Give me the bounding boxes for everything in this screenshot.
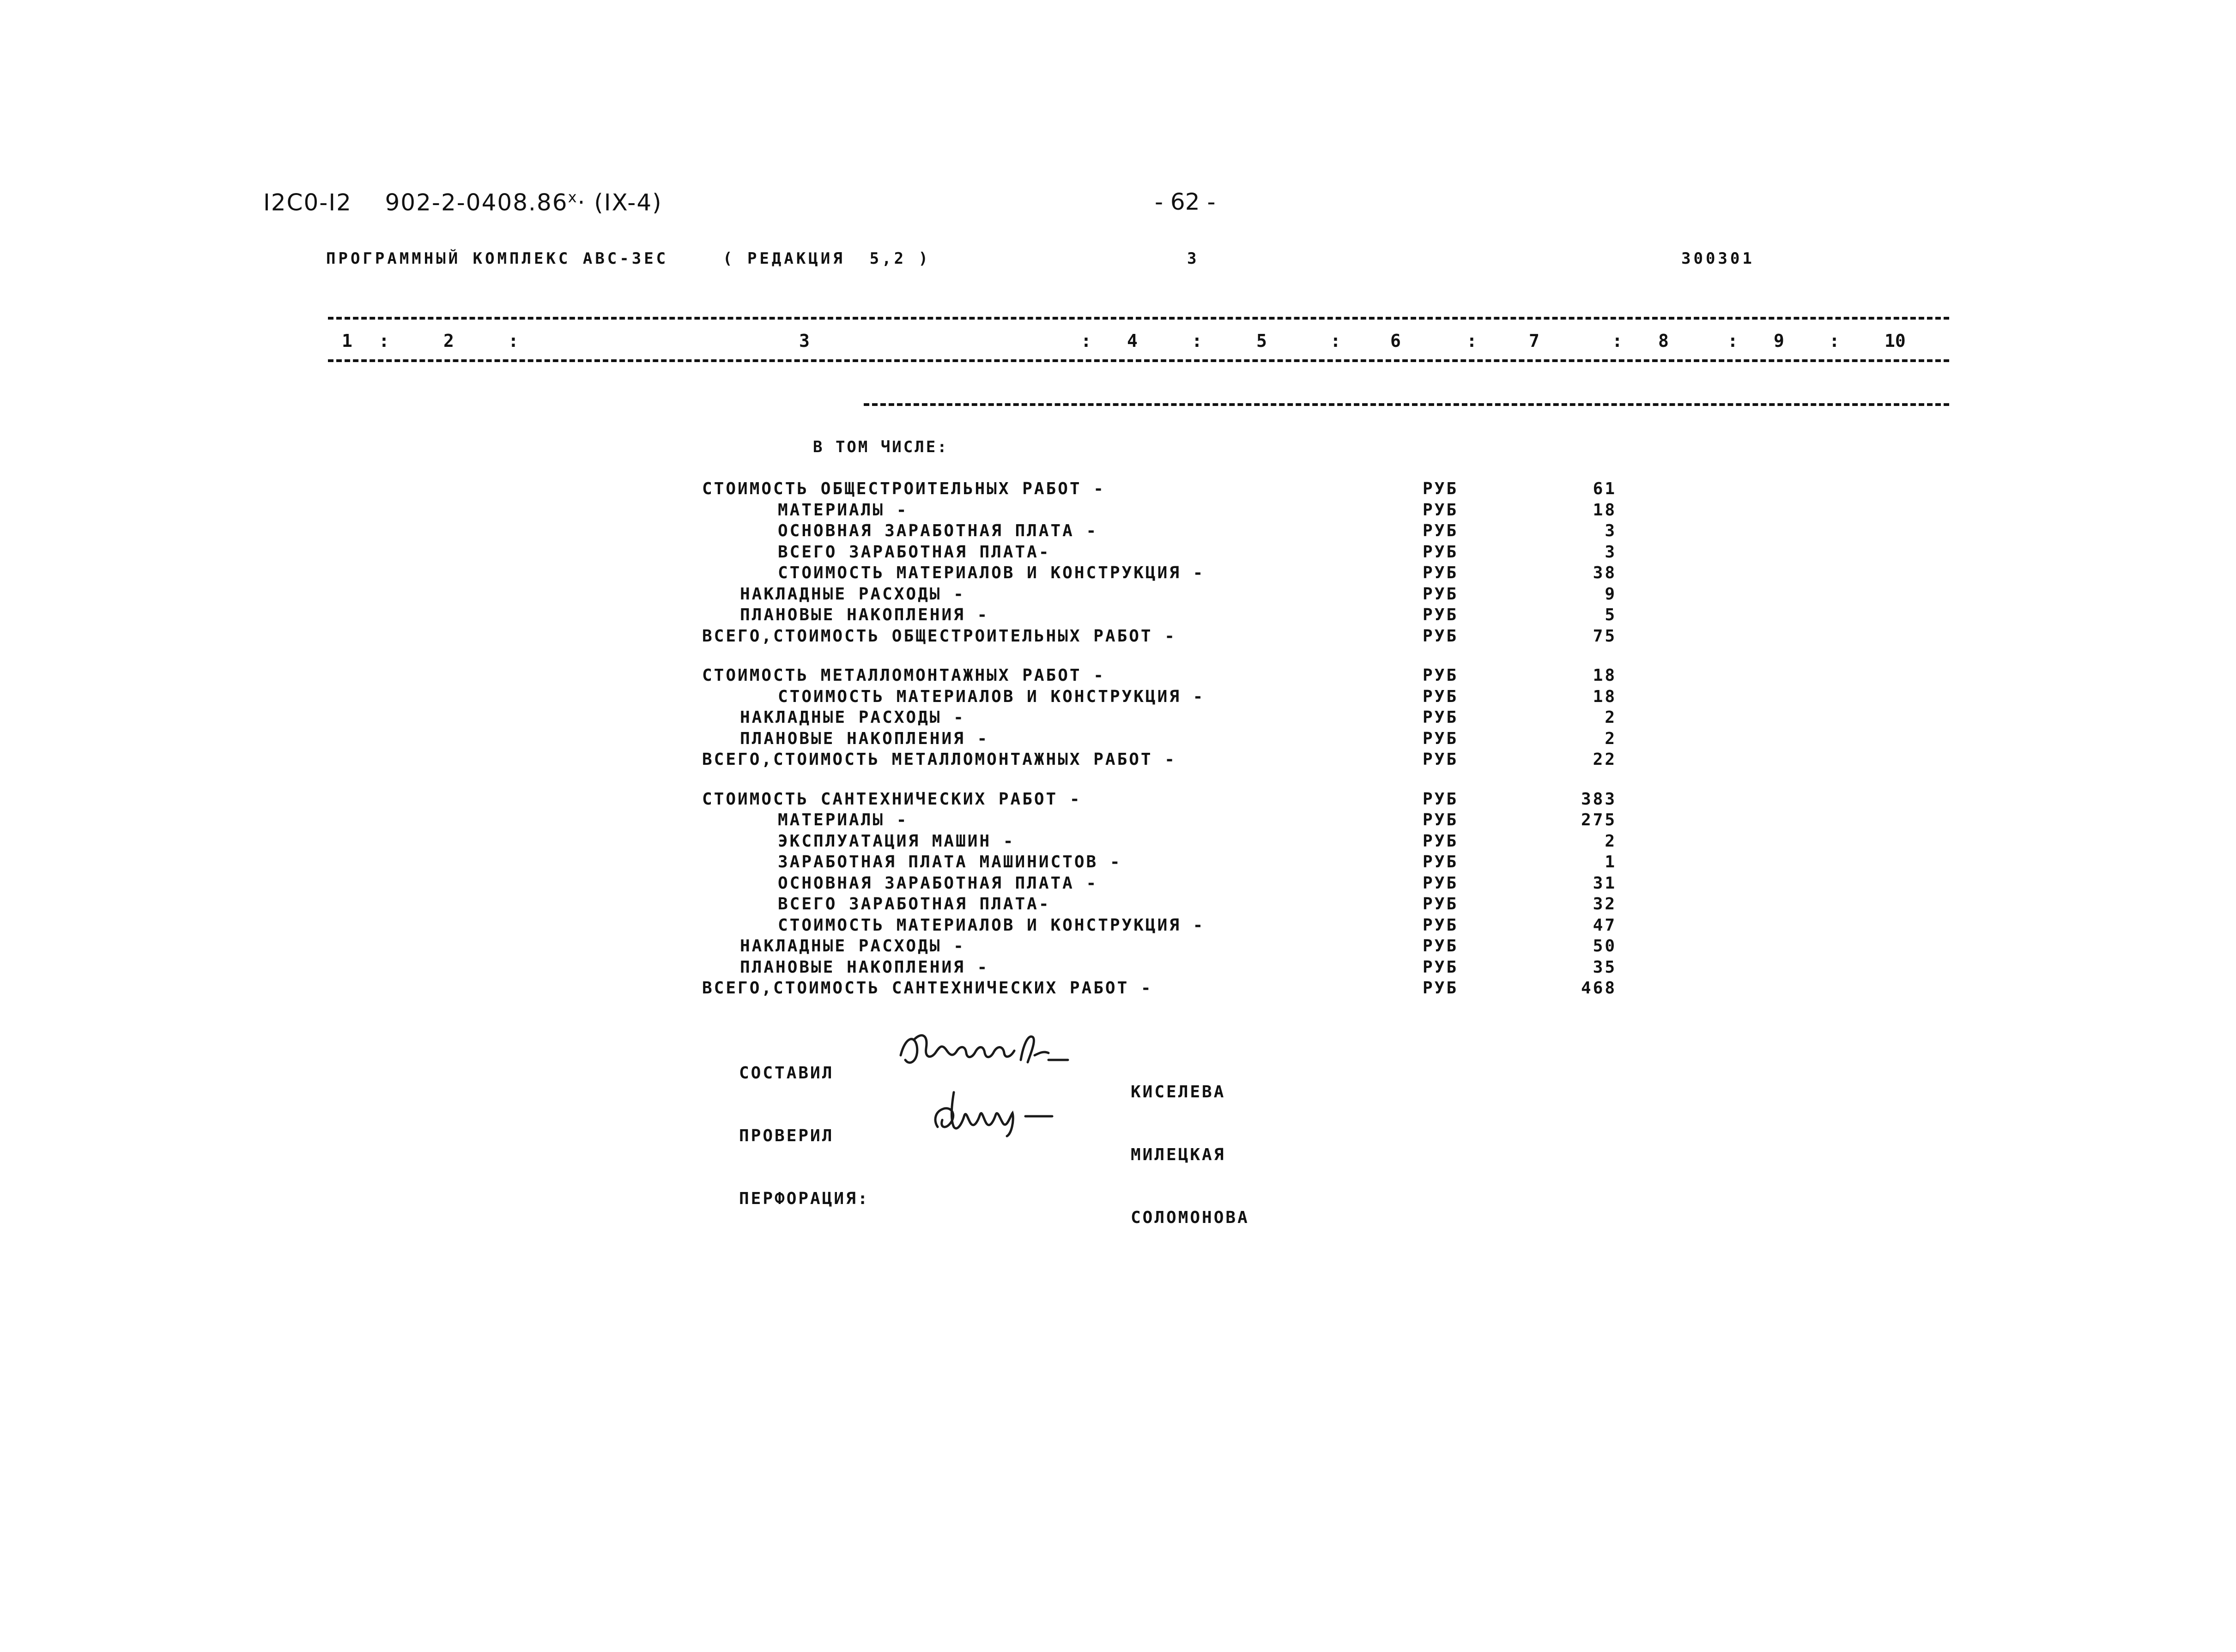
column-number: 9	[1774, 331, 1784, 351]
cost-label: СТОИМОСТЬ ОБЩЕСТРОИТЕЛЬНЫХ РАБОТ -	[702, 479, 1105, 498]
cost-label: НАКЛАДНЫЕ РАСХОДЫ -	[740, 937, 965, 956]
page-number: - 62 -	[1155, 188, 1216, 215]
cost-unit: РУБ	[1423, 937, 1459, 956]
column-separator: :	[508, 331, 519, 351]
cost-value: 9	[1605, 584, 1617, 604]
cost-row	[0, 750, 2236, 771]
signature-role: ПЕРФОРАЦИЯ:	[739, 1189, 870, 1208]
cost-unit: РУБ	[1423, 811, 1459, 829]
cost-unit: РУБ	[1423, 831, 1459, 851]
cost-label: ОСНОВНАЯ ЗАРАБОТНАЯ ПЛАТА -	[778, 521, 1098, 540]
cost-unit: РУБ	[1423, 979, 1459, 998]
program-sheet: 3	[1187, 249, 1200, 268]
column-number: 10	[1885, 331, 1906, 351]
cost-value: 275	[1581, 811, 1617, 829]
section-rule	[864, 403, 1949, 406]
cost-unit: РУБ	[1423, 789, 1459, 809]
cost-unit: РУБ	[1423, 895, 1459, 914]
group-spacer	[0, 647, 2236, 666]
signature-name: МИЛЕЦКАЯ	[1131, 1145, 1226, 1164]
signature-name: СОЛОМОНОВА	[1131, 1208, 1249, 1227]
column-separator: :	[1081, 331, 1091, 351]
cost-unit: РУБ	[1423, 563, 1459, 582]
cost-label: ОСНОВНАЯ ЗАРАБОТНАЯ ПЛАТА -	[778, 873, 1098, 893]
cost-unit: РУБ	[1423, 542, 1459, 562]
cost-label: ПЛАНОВЫЕ НАКОПЛЕНИЯ -	[740, 605, 989, 624]
cost-unit: РУБ	[1423, 626, 1459, 646]
document-number: 902-2-0408.86	[385, 189, 568, 216]
column-separator: :	[1466, 331, 1477, 351]
cost-unit: РУБ	[1423, 584, 1459, 604]
cost-row	[0, 811, 2236, 832]
column-number: 8	[1658, 331, 1669, 351]
cost-label: НАКЛАДНЫЕ РАСХОДЫ -	[740, 584, 965, 604]
cost-value: 1	[1605, 853, 1617, 871]
cost-row	[0, 687, 2236, 708]
cost-unit: РУБ	[1423, 708, 1459, 727]
cost-label: СТОИМОСТЬ МЕТАЛЛОМОНТАЖНЫХ РАБОТ -	[702, 666, 1105, 685]
cost-value: 61	[1593, 479, 1617, 498]
cost-value: 5	[1605, 605, 1617, 624]
cost-label: СТОИМОСТЬ МАТЕРИАЛОВ И КОНСТРУКЦИЯ -	[778, 915, 1205, 935]
column-separator: :	[1192, 331, 1202, 351]
column-separator: :	[1330, 331, 1341, 351]
cost-row	[0, 605, 2236, 627]
cost-row	[0, 958, 2236, 979]
cost-value: 75	[1593, 626, 1617, 646]
sheet-code: I2C0-I2	[263, 189, 352, 216]
cost-unit: РУБ	[1423, 666, 1459, 685]
header-rule-bottom	[328, 359, 1949, 362]
cost-unit: РУБ	[1423, 605, 1459, 624]
cost-unit: РУБ	[1423, 750, 1459, 769]
cost-row	[0, 916, 2236, 937]
signature-role: ПРОВЕРИЛ	[739, 1126, 834, 1145]
document-mark: x	[568, 188, 578, 206]
cost-value: 47	[1593, 915, 1617, 935]
cost-value: 3	[1605, 521, 1617, 540]
cost-unit: РУБ	[1423, 853, 1459, 871]
cost-unit: РУБ	[1423, 500, 1459, 520]
cost-label: МАТЕРИАЛЫ -	[778, 500, 909, 520]
cost-label: ПЛАНОВЫЕ НАКОПЛЕНИЯ -	[740, 957, 989, 977]
cost-value: 18	[1593, 687, 1617, 706]
cost-unit: РУБ	[1423, 873, 1459, 893]
program-edition: ( РЕДАКЦИЯ 5,2 )	[723, 249, 931, 268]
signature-name: КИСЕЛЕВА	[1131, 1083, 1226, 1101]
column-number: 3	[799, 331, 810, 351]
cost-value: 2	[1605, 729, 1617, 748]
cost-label: ЗАРАБОТНАЯ ПЛАТА МАШИНИСТОВ -	[778, 853, 1122, 871]
cost-unit: РУБ	[1423, 729, 1459, 748]
cost-label: МАТЕРИАЛЫ -	[778, 811, 909, 829]
cost-label: СТОИМОСТЬ МАТЕРИАЛОВ И КОНСТРУКЦИЯ -	[778, 563, 1205, 582]
cost-unit: РУБ	[1423, 957, 1459, 977]
cost-value: 3	[1605, 542, 1617, 562]
signature-role: СОСТАВИЛ	[739, 1064, 834, 1083]
header-rule-top	[328, 317, 1949, 320]
handwritten-signature-miletskaya	[928, 1088, 1067, 1138]
cost-value: 38	[1593, 563, 1617, 582]
document-header	[263, 188, 662, 216]
column-number: 7	[1529, 331, 1539, 351]
cost-label: ВСЕГО,СТОИМОСТЬ ОБЩЕСТРОИТЕЛЬНЫХ РАБОТ -	[702, 626, 1176, 646]
handwritten-signature-kiseleva	[896, 1028, 1072, 1074]
cost-value: 2	[1605, 708, 1617, 727]
column-separator: :	[1612, 331, 1623, 351]
cost-row	[0, 521, 2236, 543]
cost-unit: РУБ	[1423, 687, 1459, 706]
cost-value: 22	[1593, 750, 1617, 769]
cost-label: ВСЕГО,СТОИМОСТЬ САНТЕХНИЧЕСКИХ РАБОТ -	[702, 979, 1153, 998]
column-number: 6	[1390, 331, 1401, 351]
cost-row	[0, 708, 2236, 729]
cost-row	[0, 666, 2236, 687]
cost-row	[0, 853, 2236, 874]
section-title: В ТОМ ЧИСЛЕ:	[813, 438, 949, 456]
cost-row	[0, 895, 2236, 916]
cost-row	[0, 479, 2236, 501]
cost-value: 18	[1593, 666, 1617, 685]
cost-row	[0, 790, 2236, 811]
cost-row	[0, 979, 2236, 1000]
column-number: 1	[342, 331, 352, 351]
cost-unit: РУБ	[1423, 521, 1459, 540]
cost-value: 2	[1605, 831, 1617, 851]
cost-row	[0, 543, 2236, 564]
cost-label: СТОИМОСТЬ САНТЕХНИЧЕСКИХ РАБОТ -	[702, 789, 1082, 809]
cost-label: ВСЕГО,СТОИМОСТЬ МЕТАЛЛОМОНТАЖНЫХ РАБОТ -	[702, 750, 1176, 769]
cost-row	[0, 874, 2236, 895]
cost-row	[0, 563, 2236, 585]
column-separator: :	[1727, 331, 1738, 351]
document-suffix: · (IX-4)	[577, 189, 662, 216]
cost-row	[0, 937, 2236, 958]
column-number: 2	[443, 331, 454, 351]
column-number: 4	[1127, 331, 1138, 351]
program-name: ПРОГРАММНЫЙ КОМПЛЕКС АВС-3ЕС	[326, 249, 669, 268]
cost-label: СТОИМОСТЬ МАТЕРИАЛОВ И КОНСТРУКЦИЯ -	[778, 687, 1205, 706]
cost-value: 32	[1593, 895, 1617, 914]
cost-label: ЭКСПЛУАТАЦИЯ МАШИН -	[778, 831, 1015, 851]
cost-value: 468	[1581, 979, 1617, 998]
cost-row	[0, 585, 2236, 606]
cost-value: 383	[1581, 789, 1617, 809]
column-separator: :	[1829, 331, 1840, 351]
cost-label: ВСЕГО ЗАРАБОТНАЯ ПЛАТА-	[778, 895, 1051, 914]
cost-label: ПЛАНОВЫЕ НАКОПЛЕНИЯ -	[740, 729, 989, 748]
signature-row-perforation	[0, 1170, 2236, 1246]
cost-value: 50	[1593, 937, 1617, 956]
cost-unit: РУБ	[1423, 915, 1459, 935]
cost-value: 18	[1593, 500, 1617, 520]
cost-label: НАКЛАДНЫЕ РАСХОДЫ -	[740, 708, 965, 727]
cost-value: 31	[1593, 873, 1617, 893]
group-spacer	[0, 771, 2236, 790]
cost-row	[0, 832, 2236, 853]
cost-row	[0, 627, 2236, 648]
cost-row	[0, 501, 2236, 522]
column-separator: :	[379, 331, 389, 351]
cost-table	[0, 479, 2236, 1000]
column-number: 5	[1256, 331, 1267, 351]
cost-unit: РУБ	[1423, 479, 1459, 498]
cost-row	[0, 729, 2236, 750]
cost-value: 35	[1593, 957, 1617, 977]
program-code: 300301	[1681, 249, 1755, 268]
cost-label: ВСЕГО ЗАРАБОТНАЯ ПЛАТА-	[778, 542, 1051, 562]
